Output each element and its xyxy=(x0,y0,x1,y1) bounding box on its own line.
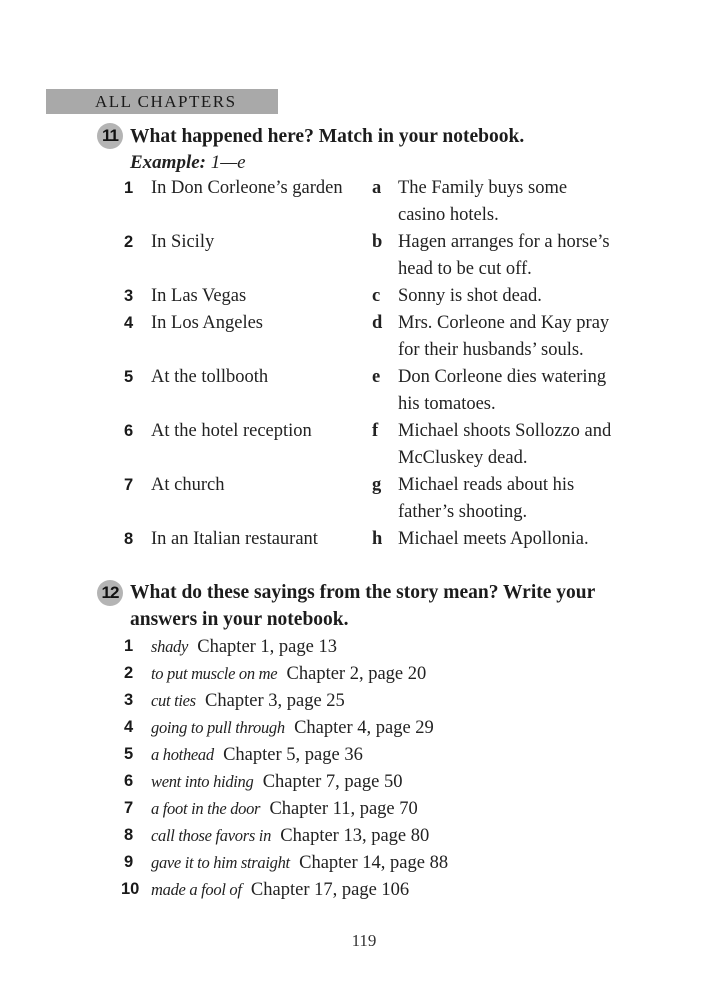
place-number: 7 xyxy=(124,476,134,494)
event-letter: d xyxy=(372,313,383,333)
page-number: 119 xyxy=(351,931,377,950)
event-text xyxy=(398,526,638,553)
event-letter: c xyxy=(372,286,381,306)
event-letter: f xyxy=(372,421,379,441)
event-line: Hagen arranges for a horse’s xyxy=(398,232,610,252)
saying-phrase: a foot in the door xyxy=(151,799,261,818)
example-label: Example: xyxy=(130,152,206,173)
saying-line xyxy=(151,768,402,796)
saying-reference: Chapter 3, page 25 xyxy=(205,691,345,711)
saying-phrase: shady xyxy=(151,637,188,656)
saying-phrase: going to pull through xyxy=(151,718,285,737)
saying-line xyxy=(151,849,448,877)
saying-number: 3 xyxy=(124,691,134,709)
place-text: In Don Corleone’s garden xyxy=(151,178,343,198)
event-line: casino hotels. xyxy=(398,205,499,225)
event-line: Michael shoots Sollozzo and xyxy=(398,421,612,441)
saying-line xyxy=(151,795,418,823)
event-line: The Family buys some xyxy=(398,178,568,198)
saying-number: 6 xyxy=(124,772,134,790)
saying-line xyxy=(151,714,434,742)
place-text: In an Italian restaurant xyxy=(151,529,318,549)
place-text: In Los Angeles xyxy=(151,313,264,333)
saying-phrase: went into hiding xyxy=(151,772,254,791)
place-text: In Las Vegas xyxy=(151,286,247,306)
saying-number: 2 xyxy=(124,664,134,682)
saying-reference: Chapter 4, page 29 xyxy=(294,718,434,738)
event-letter: a xyxy=(372,178,382,198)
event-letter: b xyxy=(372,232,383,252)
saying-number: 4 xyxy=(124,718,134,736)
place-number: 1 xyxy=(124,179,134,197)
saying-reference: Chapter 17, page 106 xyxy=(250,880,410,900)
event-line: Michael reads about his xyxy=(398,475,575,495)
event-text xyxy=(398,229,638,283)
saying-line xyxy=(151,876,409,904)
saying-phrase: cut ties xyxy=(151,691,196,710)
event-text xyxy=(398,310,638,364)
saying-reference: Chapter 14, page 88 xyxy=(299,853,449,873)
saying-reference: Chapter 7, page 50 xyxy=(262,772,403,792)
saying-reference: Chapter 1, page 13 xyxy=(197,637,337,657)
event-line: his tomatoes. xyxy=(398,394,496,414)
saying-number: 8 xyxy=(124,826,134,844)
event-line: McCluskey dead. xyxy=(398,448,528,468)
exercise-12-heading-line1: What do these sayings from the story mean? Write your xyxy=(130,582,596,603)
saying-phrase: call those favors in xyxy=(151,826,272,845)
event-line: head to be cut off. xyxy=(398,259,532,279)
place-text: In Sicily xyxy=(151,232,215,252)
event-text xyxy=(398,175,638,229)
event-letter: h xyxy=(372,529,383,549)
saying-phrase: made a fool of xyxy=(151,880,242,899)
example-value: 1—e xyxy=(210,152,246,173)
saying-number: 9 xyxy=(124,853,134,871)
event-text xyxy=(398,472,638,526)
saying-line xyxy=(151,822,429,850)
saying-reference: Chapter 5, page 36 xyxy=(223,745,363,765)
event-text xyxy=(398,418,638,472)
saying-phrase: to put muscle on me xyxy=(151,664,278,683)
saying-reference: Chapter 11, page 70 xyxy=(269,799,418,819)
event-line: Sonny is shot dead. xyxy=(398,286,542,306)
saying-reference: Chapter 13, page 80 xyxy=(280,826,430,846)
saying-number: 7 xyxy=(124,799,134,817)
place-number: 8 xyxy=(124,530,134,548)
place-text: At the hotel reception xyxy=(151,421,312,441)
place-number: 5 xyxy=(124,368,134,386)
exercise-11-heading: What happened here? Match in your notebook. xyxy=(130,126,525,147)
event-line: Michael meets Apollonia. xyxy=(398,529,589,549)
saying-line xyxy=(151,687,345,715)
saying-number: 1 xyxy=(124,637,134,655)
place-number: 4 xyxy=(124,314,134,332)
place-number: 6 xyxy=(124,422,134,440)
event-line: Don Corleone dies watering xyxy=(398,367,607,387)
exercise-12-number-badge: 12 xyxy=(97,580,123,606)
place-number: 3 xyxy=(124,287,134,305)
saying-line xyxy=(151,660,426,688)
event-line: Mrs. Corleone and Kay pray xyxy=(398,313,610,333)
section-header-label: ALL CHAPTERS xyxy=(95,92,237,111)
event-text xyxy=(398,283,638,310)
exercise-11-number-badge: 11 xyxy=(97,123,123,149)
place-text: At church xyxy=(151,475,225,495)
saying-line xyxy=(151,741,363,769)
place-text: At the tollbooth xyxy=(151,367,269,387)
saying-phrase: gave it to him straight xyxy=(151,853,290,872)
exercise-12-heading-line2: answers in your notebook. xyxy=(130,609,349,630)
place-number: 2 xyxy=(124,233,134,251)
saying-line xyxy=(151,633,337,661)
event-letter: g xyxy=(372,475,382,495)
event-line: father’s shooting. xyxy=(398,502,528,522)
saying-number: 10 xyxy=(121,880,140,898)
exercise-11-example xyxy=(130,150,246,176)
saying-phrase: a hothead xyxy=(151,745,214,764)
event-line: for their husbands’ souls. xyxy=(398,340,584,360)
event-text xyxy=(398,364,638,418)
event-letter: e xyxy=(372,367,381,387)
saying-number: 5 xyxy=(124,745,134,763)
saying-reference: Chapter 2, page 20 xyxy=(286,664,427,684)
